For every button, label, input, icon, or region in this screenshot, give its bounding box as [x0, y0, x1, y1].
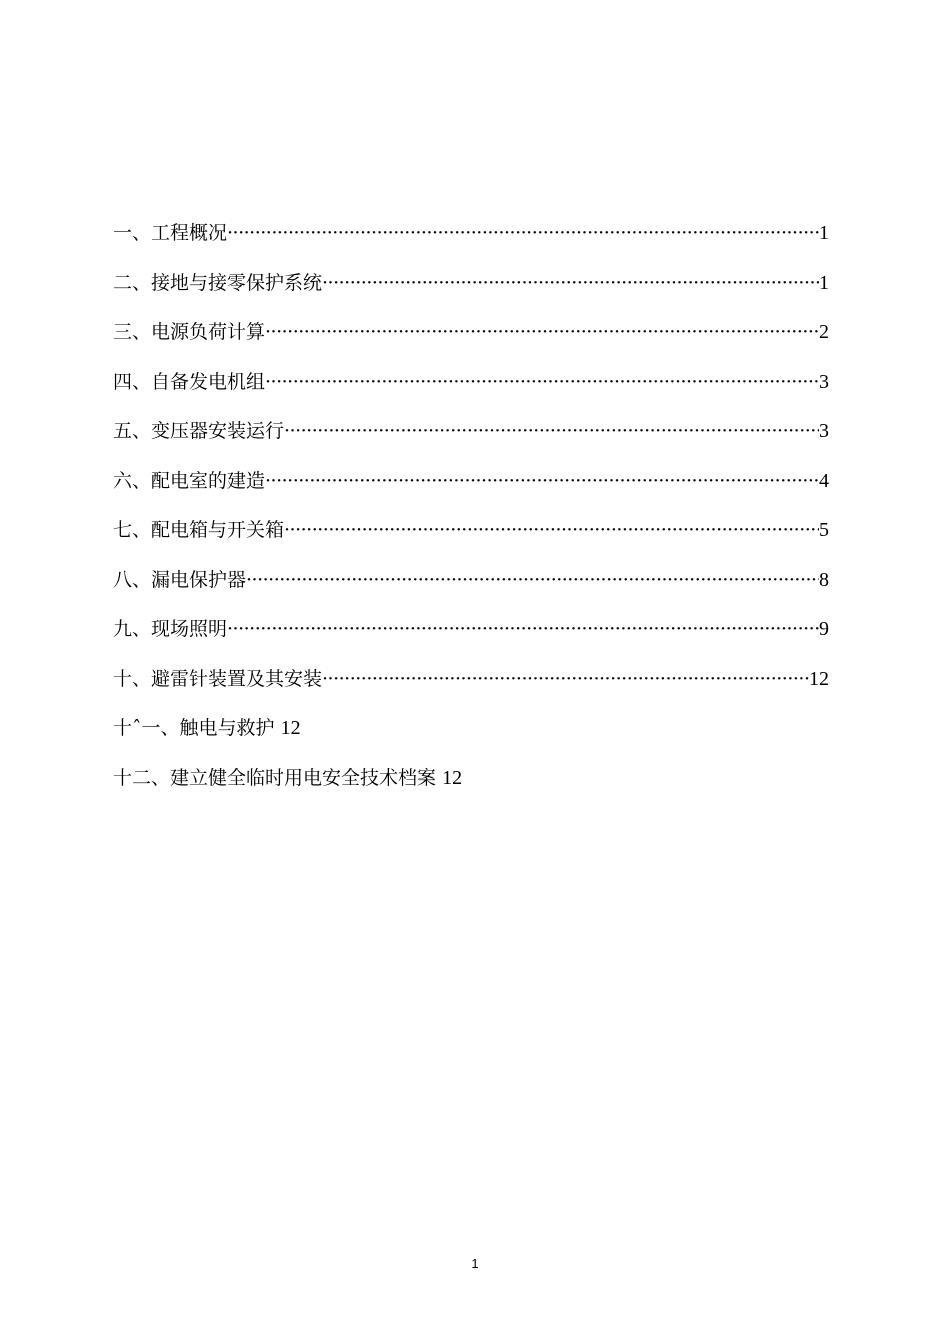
toc-entry[interactable] — [113, 416, 829, 466]
toc-entry-title: 九、现场照明 — [113, 618, 228, 640]
toc-entry[interactable] — [113, 614, 829, 664]
toc-entry-page: 2 — [819, 321, 829, 343]
toc-entry[interactable] — [113, 515, 829, 565]
toc-entry-page: 12 — [280, 717, 301, 739]
toc-entry[interactable] — [113, 565, 829, 615]
page-number: 1 — [471, 1256, 479, 1271]
toc-entry[interactable] — [113, 218, 829, 268]
toc-entry-title: 十、避雷针装置及其安装 — [113, 667, 323, 690]
toc-entry-title: 七、配电箱与开关箱 — [113, 519, 285, 541]
toc-entry-title: 五、变压器安装运行 — [113, 420, 285, 442]
toc-entry[interactable] — [113, 664, 829, 714]
toc-entry[interactable] — [113, 763, 829, 813]
toc-entry[interactable] — [113, 317, 829, 367]
toc-dot-leader — [284, 416, 819, 446]
toc-entry-page: 8 — [819, 568, 829, 591]
toc-entry-page: 12 — [442, 766, 463, 789]
toc-entry[interactable] — [113, 466, 829, 516]
toc-entry[interactable] — [113, 367, 829, 417]
toc-entry-title: 十ˆ一、触电与救护 — [113, 717, 275, 739]
toc-entry[interactable] — [113, 268, 829, 318]
toc-entry-title: 六、配电室的建造 — [113, 469, 266, 492]
toc-entry-page: 12 — [809, 667, 829, 690]
toc-dot-leader — [227, 614, 819, 644]
toc-entry[interactable] — [113, 713, 829, 763]
toc-dot-leader — [246, 565, 819, 595]
table-of-contents — [113, 218, 829, 812]
toc-dot-leader — [227, 218, 819, 248]
toc-entry-page: 9 — [819, 618, 829, 640]
toc-entry-page: 4 — [819, 469, 829, 492]
toc-entry-page: 3 — [819, 370, 829, 393]
toc-entry-title: 三、电源负荷计算 — [113, 321, 266, 343]
toc-entry-title: 一、工程概况 — [113, 222, 228, 244]
toc-dot-leader — [322, 268, 819, 298]
toc-entry-page: 1 — [819, 271, 829, 294]
toc-dot-leader — [265, 367, 819, 397]
toc-dot-leader — [284, 515, 819, 545]
toc-entry-title: 二、接地与接零保护系统 — [113, 271, 323, 294]
toc-entry-title: 四、自备发电机组 — [113, 370, 266, 393]
toc-entry-title: 八、漏电保护器 — [113, 568, 247, 591]
toc-dot-leader — [265, 466, 819, 496]
toc-entry-page: 3 — [819, 420, 829, 442]
toc-entry-page: 1 — [819, 222, 829, 244]
toc-dot-leader — [265, 317, 819, 347]
toc-dot-leader — [322, 664, 809, 694]
toc-entry-title: 十二、建立健全临时用电安全技术档案 — [113, 766, 437, 789]
toc-entry-page: 5 — [819, 519, 829, 541]
